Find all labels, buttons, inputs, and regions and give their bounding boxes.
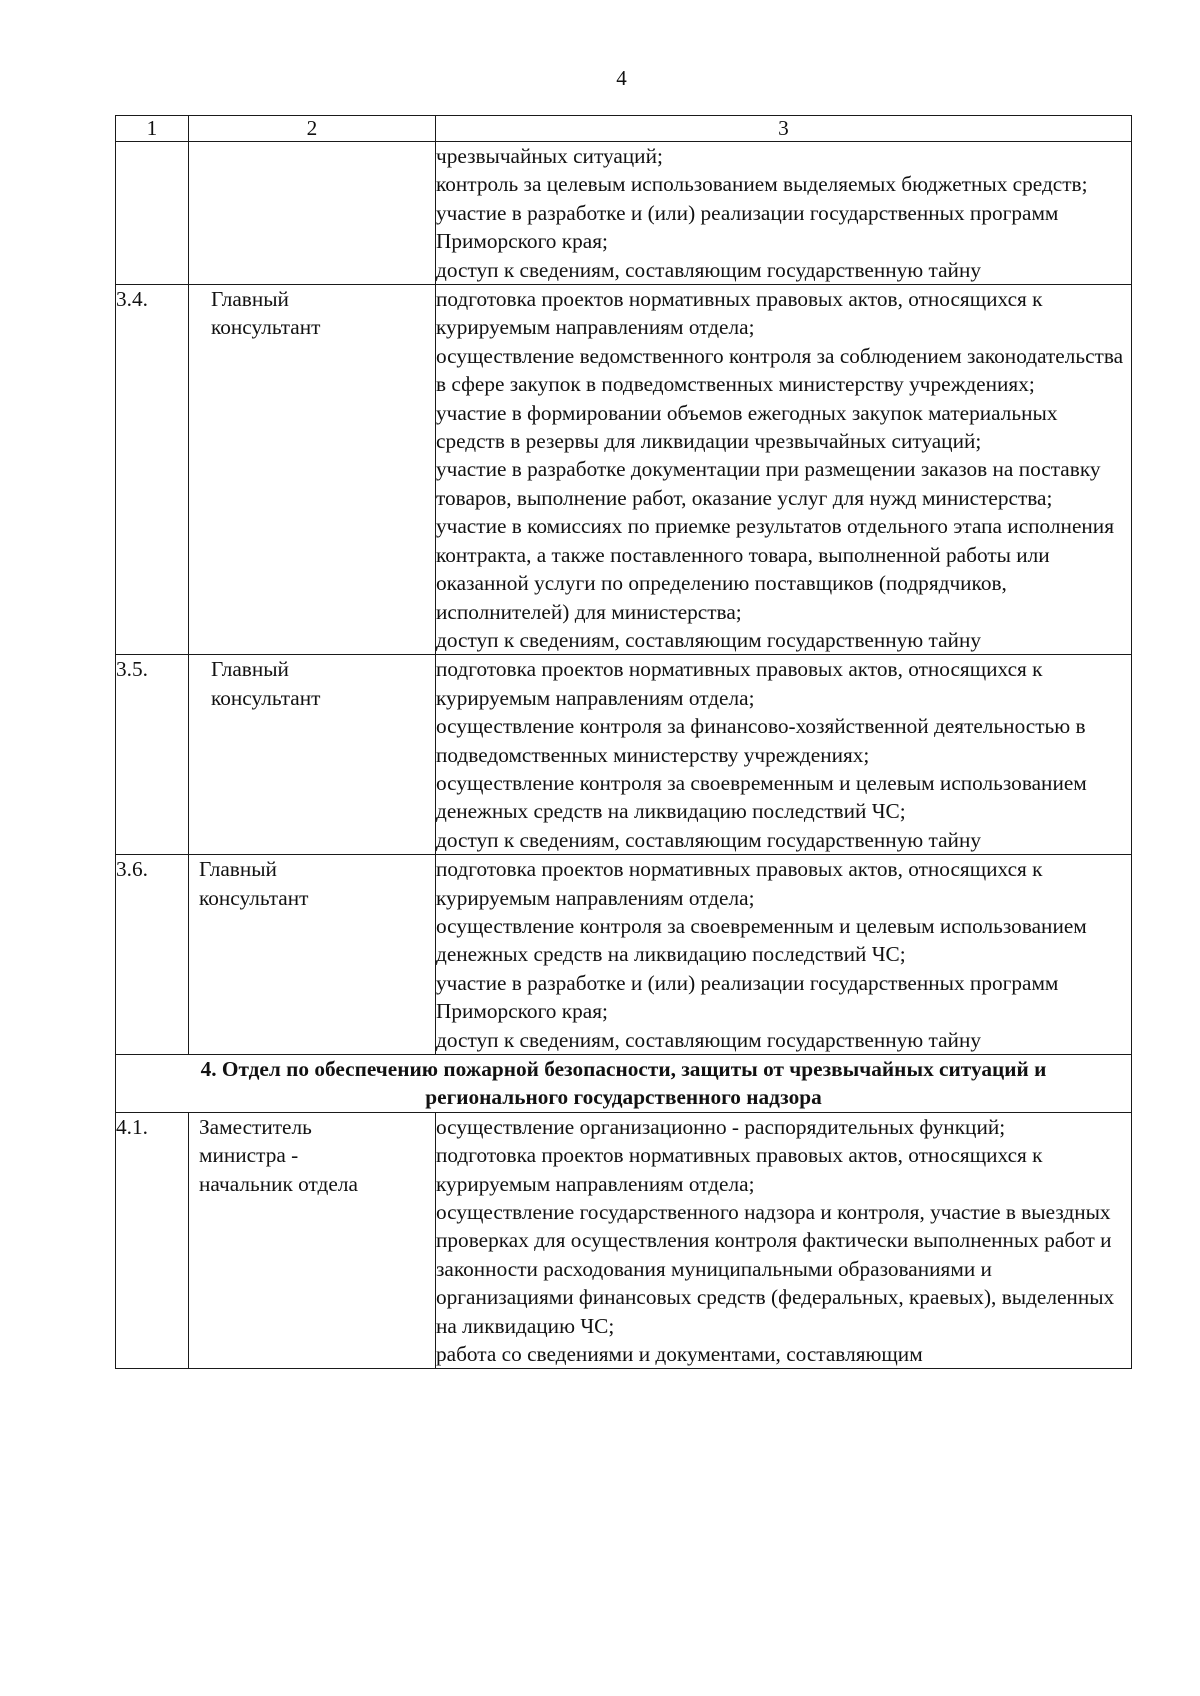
duty-text: участие в комиссиях по приемке результатов отдельного этапа исполнения контракта, а также поставленного товара, выполненной работы или оказанной услуги по определению поставщиков (подрядчиков, исполнителей) для министерства;	[436, 514, 1114, 624]
table-row	[116, 285, 1132, 655]
position-cell	[189, 285, 436, 655]
duty-text: участие в разработке и (или) реализации государственных программ Приморского края;	[436, 200, 1059, 254]
duties-cell	[436, 1112, 1132, 1369]
duties-table	[115, 115, 1132, 1369]
duty-text: подготовка проектов нормативных правовых актов, относящихся к курируемым направлениям отдела;	[436, 657, 1043, 710]
duties-cell	[436, 855, 1132, 1055]
duty-text: осуществление государственного надзора и контроля, участие в выездных проверках для осуществления контроля фактически выполненных работ и законности расходования муниципальными образованиями и организациями финансовых средств (федеральных, краевых), выделенных на ликвидацию ЧС;	[436, 1200, 1115, 1338]
duties-cell	[436, 655, 1132, 855]
page-number: 4	[616, 66, 627, 90]
header-col-1: 1	[116, 116, 189, 142]
duty-text: осуществление контроля за своевременным и целевым использованием денежных средств на ликвидацию последствий ЧС;	[436, 770, 1087, 824]
duty-text: чрезвычайных ситуаций;	[436, 144, 663, 168]
position-text: начальник отдела	[199, 1171, 358, 1196]
duty-text: участие в разработке и (или) реализации государственных программ Приморского края;	[436, 970, 1059, 1024]
duty-text: осуществление контроля за своевременным и целевым использованием денежных средств на ликвидацию последствий ЧС;	[436, 913, 1087, 967]
row-number: 3.6.	[116, 855, 189, 1055]
header-col-2: 2	[189, 116, 436, 142]
position-cell	[189, 1112, 436, 1369]
section-title-line-2: регионального государственного надзора	[425, 1085, 822, 1110]
duty-text: доступ к сведениям, составляющим государственную тайну	[436, 1027, 981, 1052]
section-heading	[116, 1055, 1132, 1113]
duty-text: участие в разработке документации при размещении заказов на поставку товаров, выполнение работ, оказание услуг для нужд министерства;	[436, 457, 1101, 510]
position-text: Главный	[211, 657, 289, 682]
duty-text: доступ к сведениям, составляющим государственную тайну	[436, 827, 981, 852]
table-row	[116, 142, 1132, 285]
section-title-line-1: 4. Отдел по обеспечению пожарной безопасности, защиты от чрезвычайных ситуаций и	[200, 1057, 1047, 1081]
duty-text: осуществление организационно - распорядительных функций;	[436, 1114, 1006, 1139]
row-number: 4.1.	[116, 1112, 189, 1369]
duties-cell	[436, 285, 1132, 655]
duty-text: подготовка проектов нормативных правовых актов, относящихся к курируемым направлениям отдела;	[436, 1143, 1043, 1196]
duty-text: доступ к сведениям, составляющим государственную тайну	[436, 627, 981, 652]
duty-text: доступ к сведениям, составляющим государственную тайну	[436, 257, 981, 282]
row-number: 3.5.	[116, 655, 189, 855]
row-number: 3.4.	[116, 285, 189, 655]
duty-text: осуществление ведомственного контроля за соблюдением законодательства в сфере закупок в подведомственных министерству учреждениях;	[436, 343, 1124, 397]
position-cell	[189, 855, 436, 1055]
position-text: министра -	[199, 1143, 299, 1168]
position-text: Главный	[199, 857, 277, 882]
table-header-row	[116, 116, 1132, 142]
duty-text: контроль за целевым использованием выделяемых бюджетных средств;	[436, 172, 1088, 197]
duty-text: осуществление контроля за финансово-хозяйственной деятельностью в подведомственных министерству учреждениях;	[436, 714, 1086, 767]
row-number	[116, 142, 189, 285]
table-row	[116, 1112, 1132, 1369]
position-text: Главный	[211, 287, 289, 312]
section-heading-row	[116, 1055, 1132, 1113]
position-cell	[189, 655, 436, 855]
duty-text: работа со сведениями и документами, составляющим	[436, 1342, 923, 1367]
position-cell	[189, 142, 436, 285]
duty-text: подготовка проектов нормативных правовых актов, относящихся к курируемым направлениям отдела;	[436, 857, 1043, 910]
duties-cell	[436, 142, 1132, 285]
table-row	[116, 655, 1132, 855]
position-text: консультант	[199, 885, 309, 910]
duty-text: участие в формировании объемов ежегодных закупок материальных средств в резервы для ликвидации чрезвычайных ситуаций;	[436, 400, 1058, 454]
position-text: Заместитель	[199, 1114, 312, 1139]
position-text: консультант	[211, 685, 321, 710]
duty-text: подготовка проектов нормативных правовых актов, относящихся к курируемым направлениям отдела;	[436, 287, 1043, 340]
table-row	[116, 855, 1132, 1055]
header-col-3: 3	[436, 116, 1132, 142]
position-text: консультант	[211, 315, 321, 340]
